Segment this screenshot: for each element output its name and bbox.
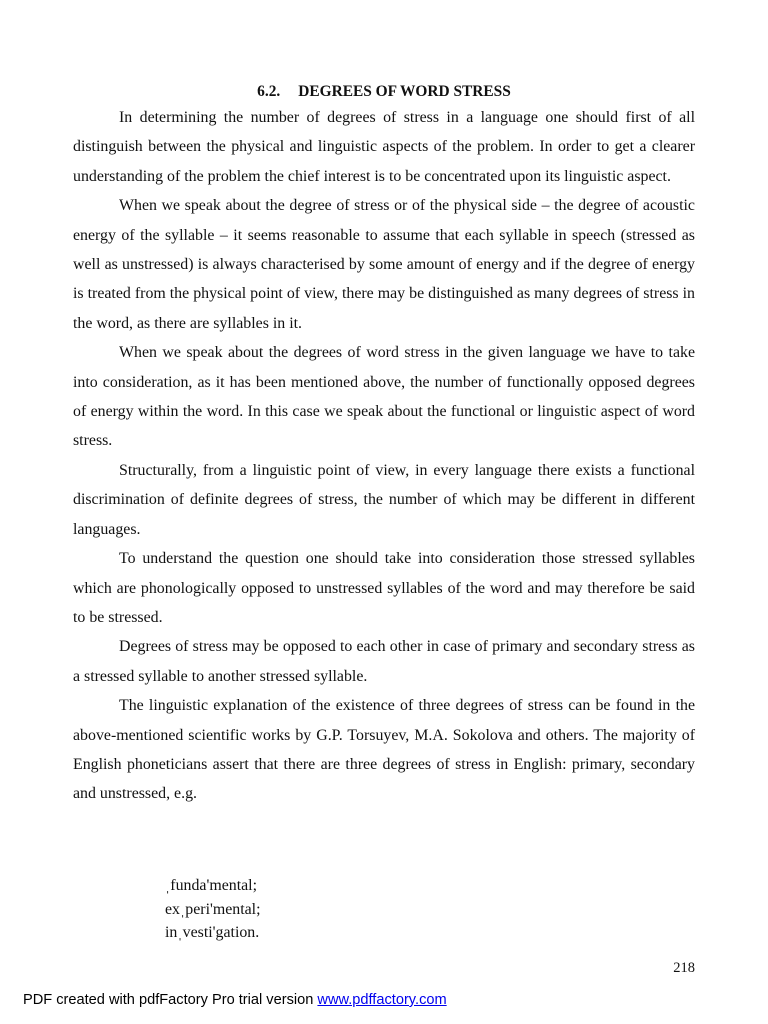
example-word: exˌperi'mental;: [165, 900, 261, 918]
example-word: ˌfunda'mental;: [165, 877, 257, 894]
example-word: inˌvesti'gation.: [165, 924, 260, 941]
paragraph: In determining the number of degrees of stress in a language one should first of all distinguish between the physical and linguistic aspects of the problem. In order to get a clearer understanding of the problem the chief interest is to be concentrated upon its linguistic aspect.: [73, 109, 695, 185]
page-number: 218: [673, 960, 695, 976]
paragraph: Degrees of stress may be opposed to each other in case of primary and secondary stress as a stressed syllable to another stressed syllable.: [73, 638, 695, 685]
paragraph: When we speak about the degree of stress or of the physical side – the degree of acoustic energy of the syllable – it seems reasonable to assume that each syllable in speech (stressed as well as unstressed) is always characterised by some amount of energy and if the degree of energy is treated from the physical point of view, there may be distinguished as many degrees of stress in the word, as there are syllables in it.: [73, 197, 695, 332]
paragraph: The linguistic explanation of the existence of three degrees of stress can be found in the above-mentioned scientific works by G.P. Torsuyev, M.A. Sokolova and others. The majority of English phoneticians assert that there are three degrees of stress in English: primary, secondary and unstressed, e.g.: [73, 697, 695, 803]
section-title: DEGREES OF WORD STRESS: [298, 83, 511, 100]
section-heading: [73, 80, 695, 104]
paragraph: To understand the question one should take into consideration those stressed syllables which are phonologically opposed to unstressed syllables of the word and may therefore be said to be stressed.: [73, 550, 695, 626]
footer-text: PDF created with pdfFactory Pro trial version: [23, 992, 314, 1008]
section-number: 6.2.: [257, 83, 281, 100]
paragraph: When we speak about the degrees of word stress in the given language we have to take into consideration, as it has been mentioned above, the number of functionally opposed degrees of energy within the word. In this case we speak about the functional or linguistic aspect of word stress.: [73, 344, 695, 450]
footer-link[interactable]: www.pdffactory.com: [317, 992, 447, 1008]
example-list: [165, 874, 261, 945]
page-body: [73, 80, 695, 809]
paragraph: Structurally, from a linguistic point of view, in every language there exists a functional discrimination of definite degrees of stress, the number of which may be different in different languages.: [73, 461, 695, 538]
pdf-footer: [23, 992, 447, 1008]
